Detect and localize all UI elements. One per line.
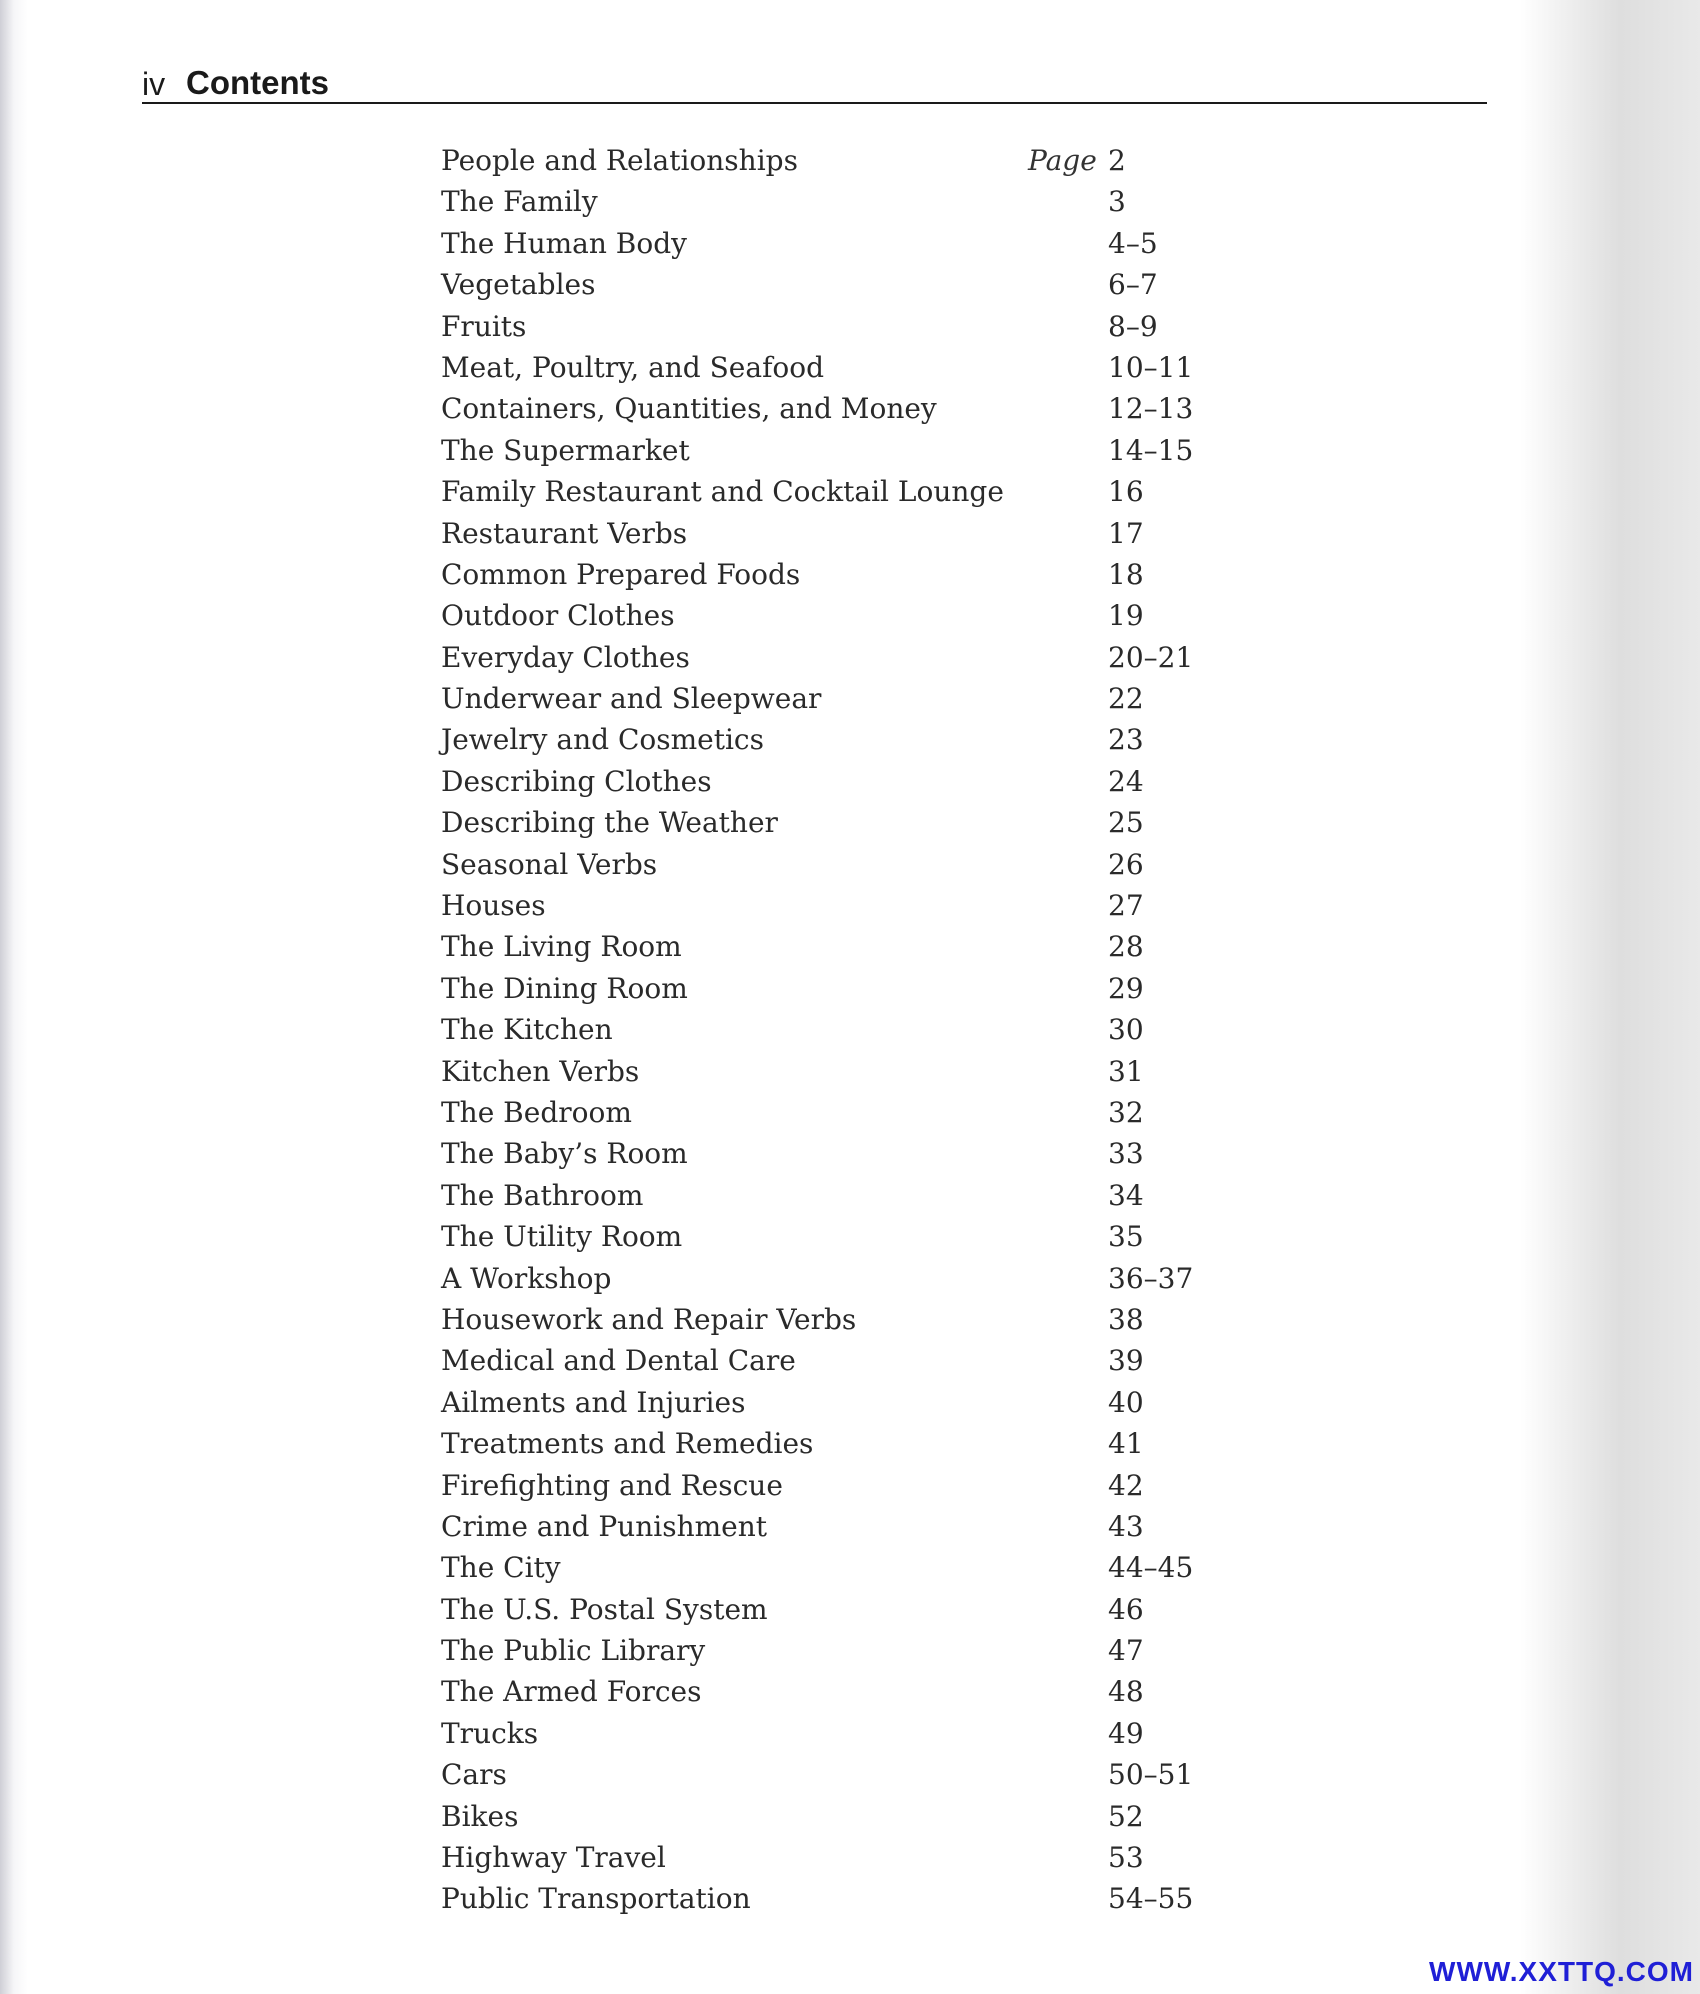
toc-entry <box>441 1796 1201 1837</box>
toc-entry-title: The Family <box>441 185 598 219</box>
toc-entry <box>441 1092 1201 1133</box>
toc-entry-page: 18 <box>1108 557 1144 591</box>
toc-entry-title: Meat, Poultry, and Seafood <box>441 350 825 384</box>
toc-entry <box>441 637 1201 678</box>
toc-entry-title: The Bathroom <box>441 1178 644 1212</box>
toc-entry <box>441 1754 1201 1795</box>
toc-entry-page: 24 <box>1108 764 1144 798</box>
toc-entry-page: 53 <box>1108 1841 1144 1875</box>
toc-entry <box>441 264 1201 305</box>
toc-entry-title: Ailments and Injuries <box>441 1385 746 1419</box>
toc-entry-title: Common Prepared Foods <box>441 557 801 591</box>
toc-entry-title: Underwear and Sleepwear <box>441 682 822 716</box>
toc-entry-title: The Public Library <box>441 1634 706 1668</box>
toc-entry <box>441 719 1201 760</box>
toc-entry-page: 25 <box>1108 806 1144 840</box>
toc-entry <box>441 926 1201 967</box>
toc-entry-page: 19 <box>1108 599 1144 633</box>
toc-entry-page: 28 <box>1108 930 1144 964</box>
toc-entry <box>441 554 1201 595</box>
toc-entry-title: Outdoor Clothes <box>441 599 675 633</box>
toc-entry-page: 6–7 <box>1108 268 1158 302</box>
toc-entry-page: 20–21 <box>1108 640 1194 674</box>
toc-entry-title: The Living Room <box>441 930 682 964</box>
toc-entry <box>441 1465 1201 1506</box>
toc-entry <box>441 802 1201 843</box>
toc-entry-page: 34 <box>1108 1178 1144 1212</box>
toc-entry <box>441 1713 1201 1754</box>
toc-entry-page: 10–11 <box>1108 350 1194 384</box>
toc-entry <box>441 1589 1201 1630</box>
toc-entry-page: 2 <box>1108 144 1126 177</box>
toc-entry-page: 46 <box>1108 1592 1144 1626</box>
toc-entry-title: The U.S. Postal System <box>441 1592 768 1626</box>
toc-entry-page: 29 <box>1108 971 1144 1005</box>
toc-entry-title: Bikes <box>441 1799 519 1833</box>
toc-entry-page: 8–9 <box>1108 309 1158 343</box>
toc-entry-title: The Utility Room <box>441 1220 683 1254</box>
toc-entry-page: 33 <box>1108 1137 1144 1171</box>
toc-entry <box>441 181 1201 222</box>
toc-entry-title: Treatments and Remedies <box>441 1427 814 1461</box>
toc-entry <box>441 885 1201 926</box>
toc-entry-page: 17 <box>1108 516 1144 550</box>
toc-entry-title: Highway Travel <box>441 1841 666 1875</box>
toc-entry <box>441 595 1201 636</box>
toc-entry <box>441 1423 1201 1464</box>
toc-entry-title: The Kitchen <box>441 1013 613 1047</box>
toc-entry-page: 39 <box>1108 1344 1144 1378</box>
toc-entry-page: 30 <box>1108 1013 1144 1047</box>
toc-entry-title: The Baby’s Room <box>441 1137 688 1171</box>
toc-entry-title: Everyday Clothes <box>441 640 690 674</box>
watermark: WWW.XXTTQ.COM <box>1429 1956 1694 1987</box>
toc-entry-title: The Bedroom <box>441 1095 632 1129</box>
toc-entry-page: 50–51 <box>1108 1758 1194 1792</box>
toc-entry-page: 54–55 <box>1108 1882 1194 1916</box>
toc-entry-title: Public Transportation <box>441 1882 751 1916</box>
toc-entry <box>441 1837 1201 1878</box>
table-of-contents <box>441 140 1201 1920</box>
toc-entry-page: 23 <box>1108 723 1144 757</box>
toc-entry <box>441 140 1201 181</box>
toc-entry <box>441 968 1201 1009</box>
toc-entry-title: The Dining Room <box>441 971 688 1005</box>
toc-entry-page: 14–15 <box>1108 433 1194 467</box>
toc-entry <box>441 388 1201 429</box>
toc-entry-page: 49 <box>1108 1716 1144 1750</box>
toc-entry-title: Medical and Dental Care <box>441 1344 796 1378</box>
header-page-number: iv <box>142 66 166 102</box>
toc-entry-title: Cars <box>441 1758 507 1792</box>
toc-entry <box>441 471 1201 512</box>
toc-entry-page: 12–13 <box>1108 392 1194 426</box>
toc-entry <box>441 1175 1201 1216</box>
toc-entry <box>441 761 1201 802</box>
toc-entry-page: 47 <box>1108 1634 1144 1668</box>
toc-entry-title: People and Relationships <box>441 144 798 177</box>
toc-entry-title: Fruits <box>441 309 527 343</box>
toc-entry <box>441 678 1201 719</box>
toc-entry <box>441 430 1201 471</box>
toc-entry <box>441 1299 1201 1340</box>
toc-entry <box>441 1382 1201 1423</box>
toc-entry <box>441 1133 1201 1174</box>
toc-entry-title: Jewelry and Cosmetics <box>441 723 764 757</box>
toc-entry-title: The City <box>441 1551 561 1585</box>
toc-entry <box>441 1340 1201 1381</box>
toc-entry-title: Family Restaurant and Cocktail Lounge <box>441 475 1004 509</box>
toc-entry <box>441 1630 1201 1671</box>
toc-entry-title: Describing Clothes <box>441 764 712 798</box>
toc-entry <box>441 844 1201 885</box>
toc-entry-title: Seasonal Verbs <box>441 847 658 881</box>
toc-entry-page: 27 <box>1108 889 1144 923</box>
toc-entry <box>441 347 1201 388</box>
toc-entry-title: The Supermarket <box>441 433 690 467</box>
toc-entry-page: 31 <box>1108 1054 1144 1088</box>
toc-entry <box>441 1009 1201 1050</box>
toc-entry-page: 52 <box>1108 1799 1144 1833</box>
toc-entry-title: Describing the Weather <box>441 806 778 840</box>
toc-entry <box>441 306 1201 347</box>
toc-entry-title: Housework and Repair Verbs <box>441 1302 857 1336</box>
toc-entry <box>441 1258 1201 1299</box>
toc-entry-page: 35 <box>1108 1220 1144 1254</box>
toc-entry-title: The Armed Forces <box>441 1675 702 1709</box>
toc-entry-title: Houses <box>441 889 546 923</box>
toc-entry-page: 36–37 <box>1108 1261 1194 1295</box>
toc-entry <box>441 1506 1201 1547</box>
toc-entry-page: 16 <box>1108 475 1144 509</box>
toc-entry-title: Containers, Quantities, and Money <box>441 392 937 426</box>
toc-entry-page: 42 <box>1108 1468 1144 1502</box>
toc-entry-page: 43 <box>1108 1509 1144 1543</box>
toc-entry-page: 41 <box>1108 1427 1144 1461</box>
toc-entry-title: Kitchen Verbs <box>441 1054 640 1088</box>
toc-entry <box>441 1051 1201 1092</box>
header-title: Contents <box>186 64 329 101</box>
toc-entry-title: Vegetables <box>441 268 596 302</box>
toc-entry-title: A Workshop <box>441 1261 612 1295</box>
toc-entry <box>441 1878 1201 1919</box>
toc-entry-page: 4–5 <box>1108 226 1158 260</box>
toc-entry-page: 26 <box>1108 847 1144 881</box>
page-header <box>142 62 1487 104</box>
page-column-label: Page <box>1028 144 1097 177</box>
toc-entry-page: 22 <box>1108 682 1144 716</box>
toc-entry-page: 32 <box>1108 1095 1144 1129</box>
toc-entry <box>441 1671 1201 1712</box>
toc-entry <box>441 223 1201 264</box>
toc-entry-title: Trucks <box>441 1716 539 1750</box>
toc-entry-page: 48 <box>1108 1675 1144 1709</box>
toc-entry-title: The Human Body <box>441 226 687 260</box>
toc-entry-page: 3 <box>1108 185 1126 219</box>
toc-entry <box>441 513 1201 554</box>
toc-entry <box>441 1547 1201 1588</box>
toc-entry <box>441 1216 1201 1257</box>
toc-entry-title: Crime and Punishment <box>441 1509 768 1543</box>
toc-entry-page: 38 <box>1108 1302 1144 1336</box>
toc-entry-page: 40 <box>1108 1385 1144 1419</box>
toc-entry-page: 44–45 <box>1108 1551 1194 1585</box>
toc-entry-title: Restaurant Verbs <box>441 516 688 550</box>
toc-entry-title: Firefighting and Rescue <box>441 1468 783 1502</box>
